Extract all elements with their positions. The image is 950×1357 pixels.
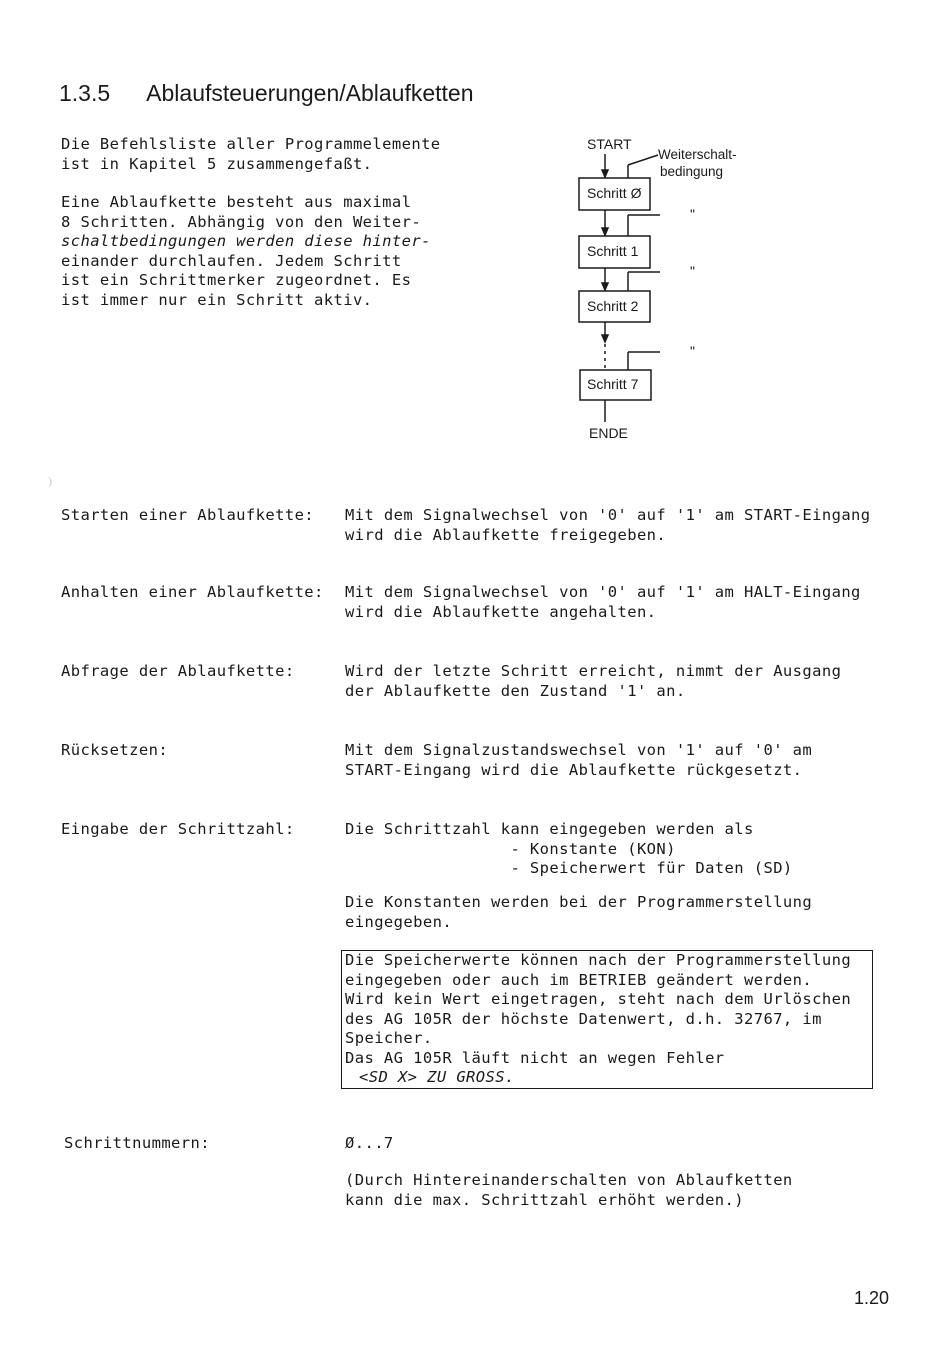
step-box-7 bbox=[580, 370, 651, 400]
section-number: 1.3.5 bbox=[59, 80, 111, 106]
text-line: (Durch Hintereinanderschalten von Ablaufketten bbox=[345, 1171, 793, 1189]
ditto-mark: " bbox=[690, 206, 695, 222]
text-line: Das AG 105R läuft nicht an wegen Fehler bbox=[345, 1048, 725, 1067]
text-line: eingegeben. bbox=[345, 912, 453, 931]
step-box-0 bbox=[579, 178, 650, 210]
text-line: wird die Ablaufkette freigegeben. bbox=[345, 525, 667, 544]
intro-paragraph-2 bbox=[61, 193, 481, 310]
term-reset: Rücksetzen: bbox=[61, 741, 169, 759]
text-line: ist immer nur ein Schritt aktiv. bbox=[61, 290, 373, 309]
text-line: einander durchlaufen. Jedem Schritt bbox=[61, 251, 402, 270]
desc-halt bbox=[345, 583, 905, 622]
term-query: Abfrage der Ablaufkette: bbox=[61, 662, 295, 680]
text-line: wird die Ablaufkette angehalten. bbox=[345, 602, 657, 621]
text-line: des AG 105R der höchste Datenwert, d.h. 32767, im bbox=[345, 1009, 822, 1028]
text-line: Wird kein Wert eingetragen, steht nach dem Urlöschen bbox=[345, 990, 852, 1008]
step-numbers-range: Ø...7 bbox=[345, 1134, 394, 1152]
desc-reset bbox=[345, 741, 905, 780]
desc-query bbox=[345, 662, 905, 701]
text-line: Die Speicherwerte können nach der Programmerstellung bbox=[345, 951, 852, 969]
text-line: kann die max. Schrittzahl erhöht werden.) bbox=[345, 1190, 745, 1209]
constants-note bbox=[345, 893, 905, 932]
section-heading bbox=[59, 80, 474, 107]
term-step-numbers: Schrittnummern: bbox=[64, 1134, 210, 1152]
text-line: Mit dem Signalwechsel von '0' auf '1' am START-Eingang bbox=[345, 506, 871, 524]
text-line: Mit dem Signalwechsel von '0' auf '1' am HALT-Eingang bbox=[345, 583, 861, 601]
condition-label: bedingung bbox=[660, 164, 724, 179]
text-line: der Ablaufkette den Zustand '1' an. bbox=[345, 681, 686, 700]
step-chain-diagram bbox=[560, 130, 800, 450]
term-step-count: Eingabe der Schrittzahl: bbox=[61, 820, 295, 838]
step-box-1 bbox=[579, 236, 650, 268]
text-line: Die Konstanten werden bei der Programmerstellung bbox=[345, 893, 813, 911]
text-line: ist in Kapitel 5 zusammengefaßt. bbox=[61, 154, 373, 173]
end-label: ENDE bbox=[589, 425, 628, 441]
step-label: Schritt 7 bbox=[587, 376, 639, 392]
intro-text bbox=[61, 135, 481, 329]
error-message: <SD X> ZU GROSS. bbox=[359, 1068, 515, 1086]
text-line: ist ein Schrittmerker zugeordnet. Es bbox=[61, 271, 412, 289]
text-line: 8 Schritten. Abhängig von den Weiter- bbox=[61, 212, 422, 231]
ditto-mark: " bbox=[690, 263, 695, 279]
step-label: Schritt 1 bbox=[587, 243, 639, 259]
start-label: START bbox=[587, 136, 632, 152]
text-line: schaltbedingungen werden diese hinter- bbox=[61, 232, 431, 250]
framed-note bbox=[341, 950, 873, 1089]
condition-label: Weiterschalt- bbox=[658, 147, 737, 162]
text-line: START-Eingang wird die Ablaufkette rückgesetzt. bbox=[345, 760, 803, 779]
text-line: Speicher. bbox=[345, 1029, 433, 1047]
desc-step-count bbox=[345, 820, 905, 879]
text-line: - Speicherwert für Daten (SD) bbox=[345, 859, 793, 877]
text-line: Mit dem Signalzustandswechsel von '1' auf '0' am bbox=[345, 741, 813, 759]
step-chain-svg bbox=[560, 130, 800, 450]
step-box-2 bbox=[579, 291, 650, 322]
text-line: eingegeben oder auch im BETRIEB geändert werden. bbox=[345, 970, 813, 989]
step-numbers-note bbox=[345, 1171, 905, 1210]
text-line: Die Befehlsliste aller Programmelemente bbox=[61, 135, 441, 153]
ditto-mark: " bbox=[690, 343, 695, 359]
step-label: Schritt 2 bbox=[587, 298, 639, 314]
text-line: Die Schrittzahl kann eingegeben werden als bbox=[345, 820, 754, 838]
section-title: Ablaufsteuerungen/Ablaufketten bbox=[146, 80, 474, 106]
text-line: - Konstante (KON) bbox=[345, 839, 676, 858]
text-line: Eine Ablaufkette besteht aus maximal bbox=[61, 193, 412, 211]
step-label: Schritt Ø bbox=[587, 185, 642, 201]
page-number: 1.20 bbox=[854, 1288, 890, 1308]
desc-start bbox=[345, 506, 905, 545]
term-halt: Anhalten einer Ablaufkette: bbox=[61, 583, 324, 601]
term-start: Starten einer Ablaufkette: bbox=[61, 506, 315, 524]
text-line: Wird der letzte Schritt erreicht, nimmt der Ausgang bbox=[345, 662, 842, 680]
intro-paragraph-1 bbox=[61, 135, 481, 174]
scan-mark: ) bbox=[48, 474, 52, 488]
